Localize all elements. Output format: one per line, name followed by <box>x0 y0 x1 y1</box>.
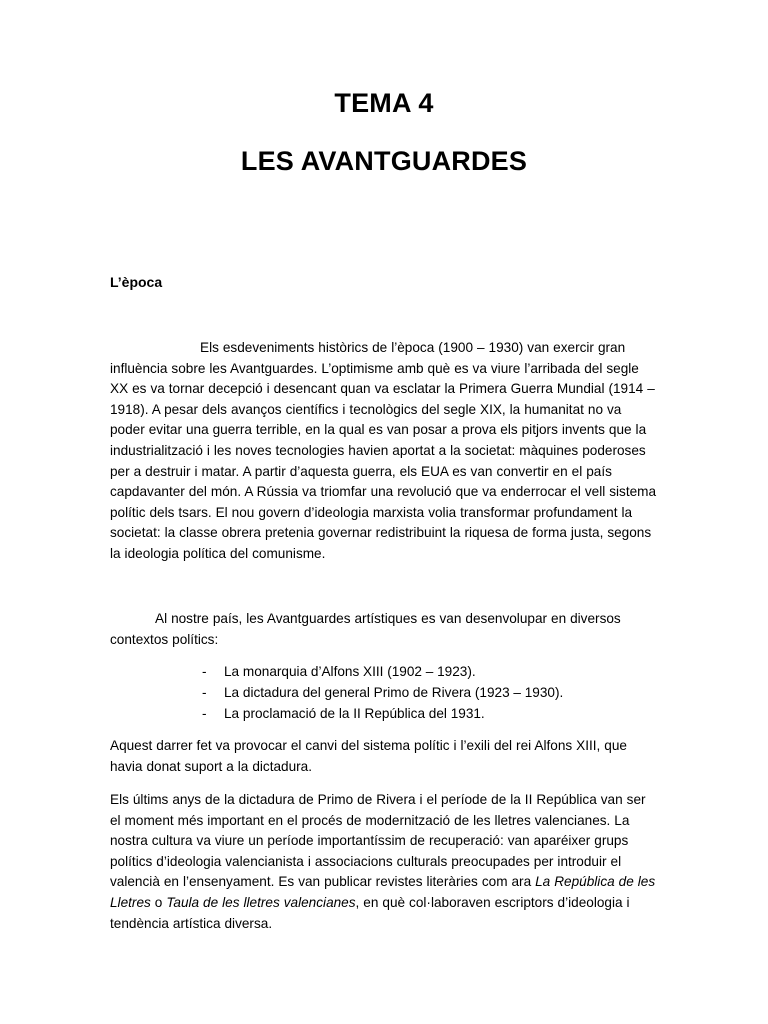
paragraph-text: Els últims anys de la dictadura de Primo de Rivera i el període de la II República van ser el moment més important en el procés de modernització de les lletres valencianes. La nostra cultura va viure un període importantíssim de recuperació: van aparéixer grups polítics d’ideologia valencianista i associacions culturals preocupades per introduir el valencià en l’ensenyament. Es van publicar revistes literàries com ara <box>110 792 646 890</box>
magazine-title: La República de les Lletres <box>110 874 656 910</box>
list-item-text: La monarquia d’Alfons XIII (1902 – 1923). <box>224 664 476 679</box>
paragraph-political-contexts: Al nostre país, les Avantguardes artístiques es van desenvolupar en diversos contextos polítics: <box>110 611 621 647</box>
paragraph-modernization <box>110 790 660 934</box>
list-dash: - <box>202 706 207 721</box>
paragraph-exile: Aquest darrer fet va provocar el canvi del sistema polític i l’exili del rei Alfons XIII, que havia donat suport a la dictadura. <box>110 738 627 774</box>
magazine-title: Taula de les lletres valencianes <box>166 894 356 910</box>
list-item-text: La proclamació de la II República del 1931. <box>224 706 485 721</box>
list-item <box>110 682 660 703</box>
list-dash: - <box>202 685 207 700</box>
paragraph-text: o <box>150 894 167 910</box>
paragraph-text: , en què col·laboraven escriptors d’ideologia i tendència artística diversa. <box>110 894 630 931</box>
document-subtitle: LES AVANTGUARDES <box>240 146 528 176</box>
political-periods-list <box>110 661 660 724</box>
list-item-text: La dictadura del general Primo de Rivera (1923 – 1930). <box>224 685 564 700</box>
list-dash: - <box>202 664 207 679</box>
list-item <box>110 661 660 682</box>
list-item <box>110 703 660 724</box>
document-title: TEMA 4 <box>334 88 434 118</box>
section-heading: L’època <box>110 274 163 290</box>
paragraph-historical-events: Els esdeveniments històrics de l’època (1900 – 1930) van exercir gran influència sobre les Avantguardes. L’optimisme amb què es va viure l’arribada del segle XX es va tornar decepció i desencant quan va esclatar la Primera Guerra Mundial (1914 – 1918). A pesar dels avanços científics i tecnològics del segle XIX, la humanitat no va poder evitar una guerra terrible, en la qual es van posar a prova els pitjors invents que la industrialització i les noves tecnologies havien aportat a la societat: màquines poderoses per a destruir i matar. A partir d’aquesta guerra, els EUA es van convertir en el país capdavanter del món. A Rússia va triomfar una revolució que va enderrocar el vell sistema polític dels tsars. El nou govern d’ideologia marxista volia transformar profundament la societat: la classe obrera pretenia governar redistribuint la riquesa de forma justa, segons la ideologia política del comunisme. <box>110 340 657 561</box>
